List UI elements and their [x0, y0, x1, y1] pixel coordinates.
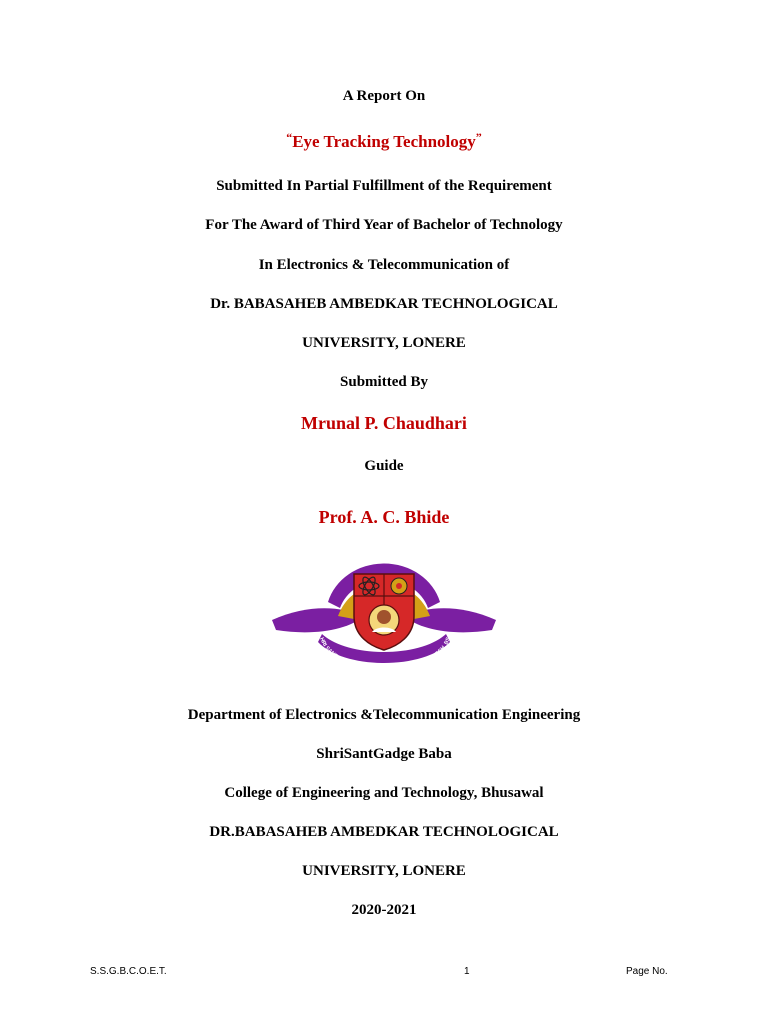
requirement-line: Submitted In Partial Fulfillment of the Requirement	[216, 178, 552, 194]
department-name: Department of Electronics &Telecommunication Engineering	[187, 707, 581, 723]
university-name-line1: Dr. BABASAHEB AMBEDKAR TECHNOLOGICAL	[210, 296, 558, 312]
university-footer-line2: UNIVERSITY, LONERE	[302, 863, 466, 879]
university-name-line2: UNIVERSITY, LONERE	[302, 335, 466, 351]
report-heading: A Report On	[342, 88, 426, 104]
branch-line: In Electronics & Telecommunication of	[258, 257, 510, 273]
award-line: For The Award of Third Year of Bachelor of Technology	[205, 217, 563, 233]
footer-college-abbrev: S.S.G.B.C.O.E.T.	[90, 966, 167, 977]
footer-page-label: Page No.	[626, 966, 668, 977]
college-logo	[268, 546, 500, 682]
bottom-scroll-text: HRI SANT GADGE BABA COLLEGE OF ENGG. & TECH. BS	[318, 636, 452, 674]
university-footer-line1: DR.BABASAHEB AMBEDKAR TECHNOLOGICAL	[209, 824, 559, 840]
student-name: Mrunal P. Chaudhari	[301, 413, 467, 433]
college-name-line2: College of Engineering and Technology, Bhusawal	[224, 785, 544, 801]
guide-label: Guide	[364, 458, 404, 474]
title-open-quote: “	[286, 130, 293, 144]
submitted-by-label: Submitted By	[340, 374, 428, 390]
gear-icon	[391, 578, 407, 594]
academic-year: 2020-2021	[351, 902, 417, 918]
guide-name: Prof. A. C. Bhide	[318, 507, 450, 527]
report-title-text: Eye Tracking Technology	[292, 132, 476, 151]
top-arc-text: HINDI SEWA MANDAL'S	[343, 556, 425, 576]
college-name-line1: ShriSantGadge Baba	[316, 746, 452, 762]
portrait-face	[377, 610, 391, 624]
footer-page-number: 1	[464, 966, 470, 977]
title-close-quote: ”	[475, 130, 482, 144]
report-title	[0, 130, 768, 152]
